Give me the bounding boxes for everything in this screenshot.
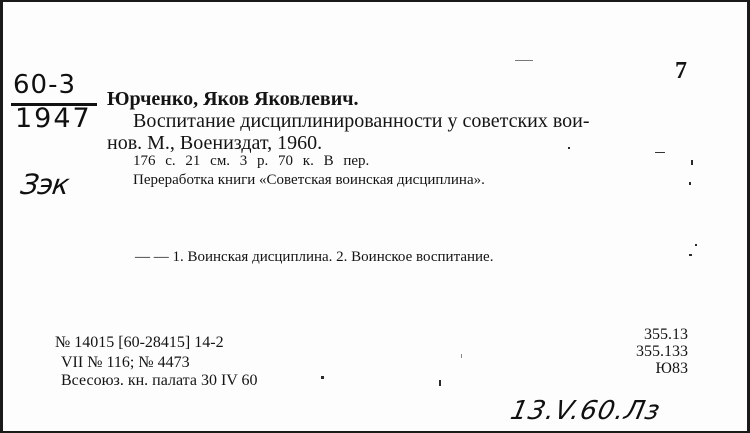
shelfmark-top: 60-3	[13, 70, 77, 100]
card-number: 7	[675, 58, 687, 84]
accession-number: № 14015 [60-28415] 14-2	[55, 334, 224, 351]
scan-speck	[689, 254, 692, 256]
classification-block	[636, 326, 688, 377]
scan-speck	[321, 376, 324, 379]
handwritten-date: 13.V.60.Лз	[507, 396, 664, 426]
scan-speck	[568, 147, 570, 149]
physical-description: 176 с. 21 см. 3 р. 70 к. В пер.	[133, 153, 370, 169]
scan-speck	[439, 380, 441, 386]
press-imprint: Всесоюз. кн. палата 30 IV 60	[61, 372, 258, 389]
scan-mark	[515, 60, 533, 61]
scan-speck	[691, 160, 693, 165]
series-number: VII № 116; № 4473	[61, 354, 190, 371]
classification-code-2: 355.133	[636, 343, 688, 360]
subject-tracings: — — 1. Воинская дисциплина. 2. Воинское воспитание.	[135, 249, 494, 265]
bibliographic-note: Переработка книги «Советская воинская дисциплина».	[133, 172, 485, 188]
scan-speck	[461, 354, 462, 358]
scan-speck	[689, 182, 691, 185]
classification-code-1: 355.13	[644, 326, 688, 343]
title-line-1: Воспитание дисциплинированности у советских вои-	[133, 110, 590, 132]
title-line-2: нов. М., Воениздат, 1960.	[107, 132, 323, 154]
author-mark: Ю83	[655, 360, 688, 377]
scan-mark	[655, 152, 665, 153]
author-heading: Юрченко, Яков Яковлевич.	[107, 88, 359, 110]
shelfmark-bottom: 1947	[15, 103, 92, 134]
shelfmark-note: Зэк	[18, 168, 71, 201]
scan-speck	[695, 244, 697, 246]
